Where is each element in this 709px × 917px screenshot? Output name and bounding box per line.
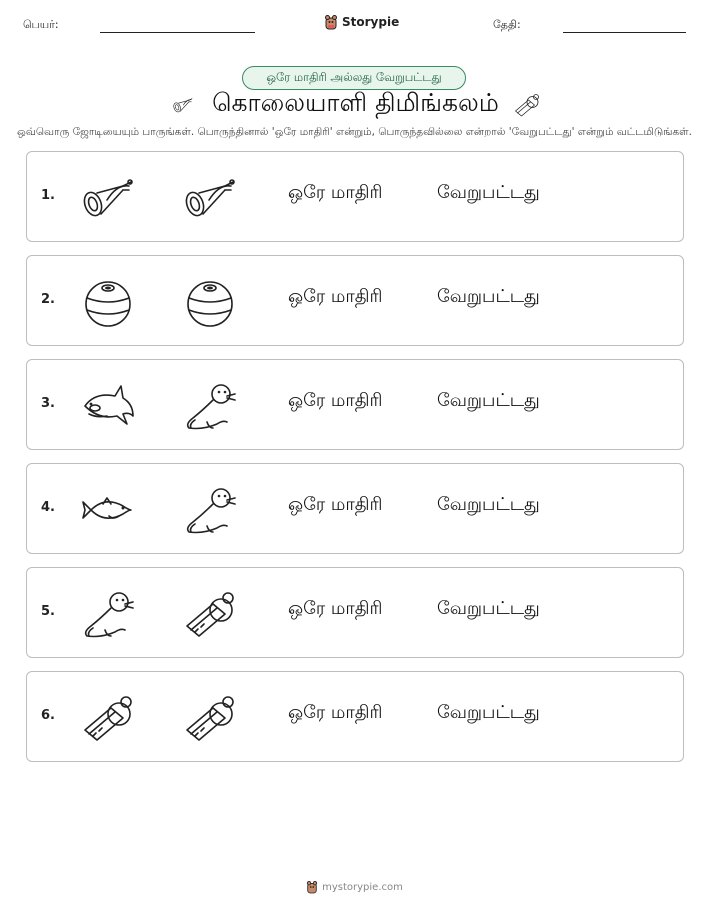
worksheet-type-badge: ஒரே மாதிரி அல்லது வேறுபட்டது (242, 66, 466, 90)
option-different[interactable]: வேறுபட்டது (437, 182, 540, 203)
brand-name: Storypie (342, 15, 400, 29)
option-same[interactable]: ஒரே மாதிரி (288, 702, 383, 723)
option-different[interactable]: வேறுபட்டது (437, 286, 540, 307)
instructions: ஒவ்வொரு ஜோடியையும் பாருங்கள். பொருந்தினால் 'ஒரே மாதிரி' என்றும், பொருந்தவில்லை என்றால் 'வேறுபட்டது' என்றும் வட்டமிடுங்கள். (17, 126, 692, 138)
option-same[interactable]: ஒரே மாதிரி (288, 598, 383, 619)
option-different[interactable]: வேறுபட்டது (437, 598, 540, 619)
page-title: கொலையாளி திமிங்கலம் (212, 88, 499, 117)
option-same[interactable]: ஒரே மாதிரி (288, 182, 383, 203)
question-row (26, 671, 684, 762)
question-row (26, 359, 684, 450)
title-row (0, 88, 709, 121)
whistle-icon (511, 91, 543, 119)
option-different[interactable]: வேறுபட்டது (437, 702, 540, 723)
question-row (26, 255, 684, 346)
footer (0, 880, 709, 894)
fish-icon (79, 482, 137, 538)
option-same[interactable]: ஒரே மாதிரி (288, 286, 383, 307)
whistle-icon (79, 690, 137, 746)
question-row (26, 567, 684, 658)
horn-icon (79, 170, 137, 226)
name-label: பெயர்: (23, 18, 59, 31)
option-same[interactable]: ஒரே மாதிரி (288, 390, 383, 411)
seal-icon (79, 586, 137, 642)
question-number: 3. (41, 396, 55, 411)
question-number: 4. (41, 500, 55, 515)
storypie-mascot-icon (306, 880, 318, 894)
seal-icon (181, 482, 239, 538)
question-number: 5. (41, 604, 55, 619)
date-label: தேதி: (493, 18, 521, 31)
horn-icon (166, 94, 200, 116)
question-number: 1. (41, 188, 55, 203)
option-different[interactable]: வேறுபட்டது (437, 390, 540, 411)
buoy-icon (79, 274, 137, 330)
question-row (26, 151, 684, 242)
option-same[interactable]: ஒரே மாதிரி (288, 494, 383, 515)
whistle-icon (181, 690, 239, 746)
whistle-icon (181, 586, 239, 642)
horn-icon (181, 170, 239, 226)
question-number: 6. (41, 708, 55, 723)
footer-url: mystorypie.com (322, 881, 403, 893)
buoy-icon (181, 274, 239, 330)
seal-icon (181, 378, 239, 434)
name-line[interactable] (100, 32, 255, 33)
orca-icon (79, 378, 137, 434)
date-line[interactable] (563, 32, 686, 33)
question-row (26, 463, 684, 554)
storypie-mascot-icon (324, 14, 338, 30)
option-different[interactable]: வேறுபட்டது (437, 494, 540, 515)
brand-logo (324, 14, 399, 30)
question-number: 2. (41, 292, 55, 307)
